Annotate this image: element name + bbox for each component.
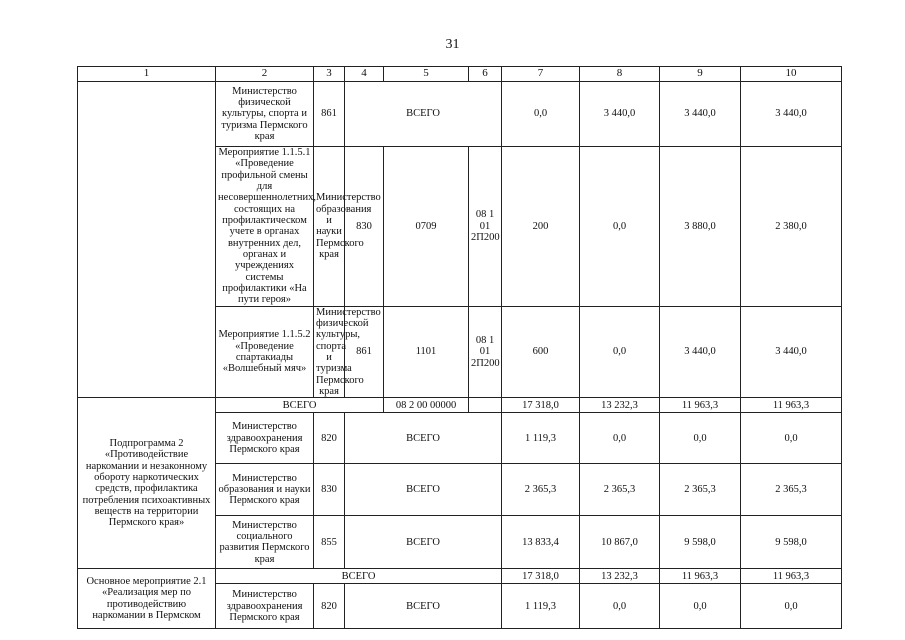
header-cell: 3 <box>314 67 345 82</box>
department-cell: Министерство социального развития Пермского края <box>216 516 314 569</box>
expense-type-cell <box>469 398 502 413</box>
value-cell: 13 833,4 <box>502 516 580 569</box>
value-cell: 2 365,3 <box>660 464 741 516</box>
total-label-cell: ВСЕГО <box>345 516 502 569</box>
department-cell: Министерство физической культуры, спорта и туризма Пермского края <box>216 82 314 147</box>
total-label-cell: ВСЕГО <box>345 413 502 464</box>
section-cell: 0709 <box>384 147 469 307</box>
value-cell: 3 440,0 <box>660 306 741 398</box>
header-cell: 6 <box>469 67 502 82</box>
value-cell: 3 440,0 <box>660 82 741 147</box>
page-number: 31 <box>445 37 460 52</box>
department-cell: Министерство здравоохранения Пермского края <box>216 413 314 464</box>
department-cell: Министерство образования и науки Пермского края <box>216 464 314 516</box>
measure-cell <box>78 82 216 398</box>
expense-type-cell: 600 <box>502 306 580 398</box>
value-cell: 1 119,3 <box>502 413 580 464</box>
value-cell: 0,0 <box>580 413 660 464</box>
value-cell: 11 963,3 <box>741 569 842 584</box>
value-cell: 0,0 <box>502 82 580 147</box>
value-cell: 11 963,3 <box>660 398 741 413</box>
measure-cell: Мероприятие 1.1.5.2 «Проведение спартакиады «Волшебный мяч» <box>216 306 314 398</box>
value-cell: 11 963,3 <box>741 398 842 413</box>
department-cell: Министерство здравоохранения Пермского края <box>216 584 314 629</box>
value-cell: 2 365,3 <box>580 464 660 516</box>
value-cell: 1 119,3 <box>502 584 580 629</box>
value-cell: 3 440,0 <box>741 82 842 147</box>
department-cell: Министерство физической культуры, спорта и туризма Пермского края <box>314 306 345 398</box>
value-cell: 0,0 <box>741 584 842 629</box>
department-cell: Министерство образования и науки Пермского края <box>314 147 345 307</box>
header-cell: 9 <box>660 67 741 82</box>
value-cell: 11 963,3 <box>660 569 741 584</box>
value-cell: 2 380,0 <box>741 147 842 307</box>
code-cell: 855 <box>314 516 345 569</box>
header-cell: 1 <box>78 67 216 82</box>
header-cell: 8 <box>580 67 660 82</box>
value-cell: 0,0 <box>741 413 842 464</box>
code-cell: 830 <box>345 147 384 307</box>
value-cell: 0,0 <box>580 147 660 307</box>
header-row <box>78 67 842 82</box>
table-row <box>78 398 842 413</box>
budget-table <box>77 66 842 629</box>
target-article-cell: 08 2 00 00000 <box>384 398 469 413</box>
section-cell: 1101 <box>384 306 469 398</box>
value-cell: 17 318,0 <box>502 569 580 584</box>
value-cell: 0,0 <box>580 306 660 398</box>
total-label-cell: ВСЕГО <box>345 464 502 516</box>
value-cell: 0,0 <box>660 584 741 629</box>
total-label-cell: ВСЕГО <box>216 569 502 584</box>
value-cell: 3 880,0 <box>660 147 741 307</box>
code-cell: 861 <box>314 82 345 147</box>
table-row <box>78 569 842 584</box>
code-cell: 820 <box>314 584 345 629</box>
value-cell: 2 365,3 <box>741 464 842 516</box>
value-cell: 13 232,3 <box>580 569 660 584</box>
code-cell: 820 <box>314 413 345 464</box>
expense-type-cell: 200 <box>502 147 580 307</box>
value-cell: 3 440,0 <box>741 306 842 398</box>
value-cell: 0,0 <box>660 413 741 464</box>
header-cell: 7 <box>502 67 580 82</box>
value-cell: 3 440,0 <box>580 82 660 147</box>
header-cell: 5 <box>384 67 469 82</box>
total-label-cell: ВСЕГО <box>216 398 384 413</box>
value-cell: 0,0 <box>580 584 660 629</box>
value-cell: 13 232,3 <box>580 398 660 413</box>
measure-cell: Мероприятие 1.1.5.1 «Проведение профильной смены для несовершеннолетних, состоящих на профилактическом учете в органах внутренних дел, органах и учреждениях системы профилактики «На пути героя» <box>216 147 314 307</box>
code-cell: 861 <box>345 306 384 398</box>
code-cell: 830 <box>314 464 345 516</box>
header-cell: 2 <box>216 67 314 82</box>
main-measure-cell: Основное мероприятие 2.1 «Реализация мер по противодействию наркомании в Пермском <box>78 569 216 629</box>
value-cell: 2 365,3 <box>502 464 580 516</box>
value-cell: 9 598,0 <box>741 516 842 569</box>
target-article-cell: 08 1 01 2П200 <box>469 147 502 307</box>
value-cell: 9 598,0 <box>660 516 741 569</box>
value-cell: 10 867,0 <box>580 516 660 569</box>
total-label-cell: ВСЕГО <box>345 584 502 629</box>
header-cell: 10 <box>741 67 842 82</box>
total-label-cell: ВСЕГО <box>345 82 502 147</box>
table-row <box>78 82 842 147</box>
target-article-cell: 08 1 01 2П200 <box>469 306 502 398</box>
header-cell: 4 <box>345 67 384 82</box>
subprogram-cell: Подпрограмма 2 «Противодействие наркомании и незаконному обороту наркотических средств, профилактика потребления психоактивных веществ на территории Пермского края» <box>78 398 216 569</box>
value-cell: 17 318,0 <box>502 398 580 413</box>
